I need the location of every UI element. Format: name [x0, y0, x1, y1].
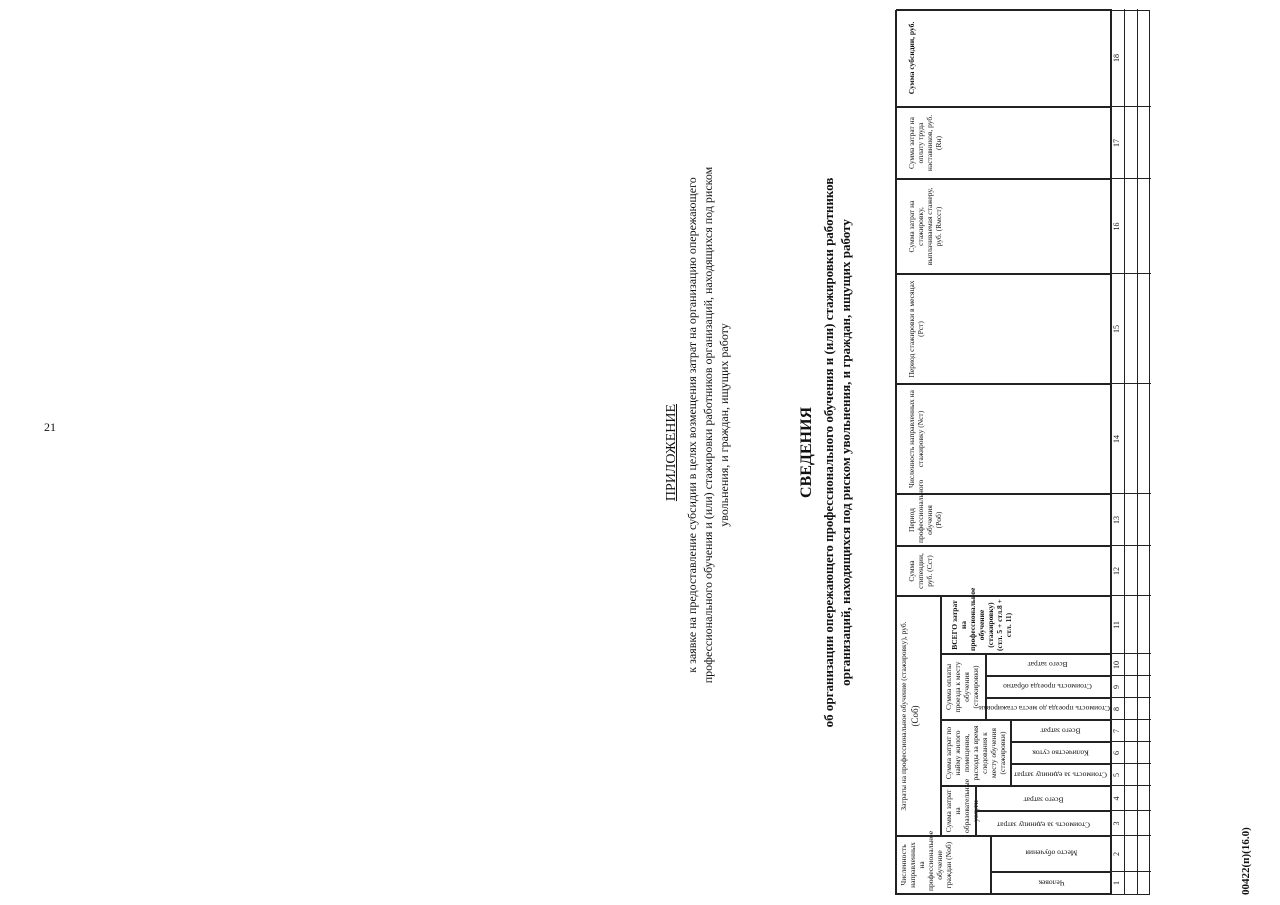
header-intern-period: Период стажировки в месяцах (Pст) [896, 274, 1111, 384]
col-divider [1111, 741, 1151, 742]
col-num: 8 [1112, 707, 1121, 711]
col-num: 5 [1112, 773, 1121, 777]
col-num: 2 [1112, 852, 1121, 856]
header-edu-unit-text: Стоимость за единицу затрат [997, 820, 1090, 830]
col-num: 17 [1112, 139, 1121, 147]
col-num: 16 [1112, 222, 1121, 231]
col-num: 10 [1112, 661, 1121, 669]
col-num: 12 [1112, 567, 1121, 575]
col-num: 13 [1112, 516, 1121, 524]
col-divider [1111, 273, 1151, 274]
col-num: 14 [1112, 435, 1121, 443]
header-training-period: Период профессионального обучения (Pоб) [896, 494, 1111, 546]
header-housing-days-text: Количество суток [1032, 748, 1089, 758]
header-costs-text: Затраты на профессиональное обучение (стажировку), руб. [899, 621, 908, 811]
header-housing-total [1011, 720, 1111, 742]
data-table [895, 10, 1150, 895]
col-num: 4 [1112, 796, 1121, 801]
header-mentor-pay: Сумма затрат на оплату труда наставников, руб. (Rн) [896, 107, 1111, 179]
col-num: 18 [1112, 54, 1121, 62]
header-total-costs: ВСЕГО затрат на профессиональное обучение (стажировку) (стл. 5 + стл.8 + стл. 11) [941, 596, 1111, 654]
col-divider [1111, 697, 1151, 698]
appendix-title: ПРИЛОЖЕНИЕ [664, 403, 679, 502]
header-nob-people [991, 872, 1111, 894]
appendix-caption: к заявке на предоставление субсидии в целях возмещения затрат на организацию опережающего профессионального обучения и (или) стажировки работников организаций, находящихся под риском увольнения, и граждан, ищущих работу [685, 166, 731, 684]
col-num: 3 [1112, 821, 1121, 826]
col-divider [1111, 785, 1151, 786]
col-num: 9 [1112, 685, 1121, 689]
header-costs-symbol: (Cоб) [910, 705, 920, 727]
col-divider [1111, 763, 1151, 764]
header-nob-place-text: Место обучения [1025, 848, 1078, 858]
header-housing-unit [1011, 764, 1111, 786]
number-row-bottom [1124, 9, 1125, 894]
header-edu-total-text: Всего затрат [1023, 795, 1064, 805]
col-divider [1111, 383, 1151, 384]
header-edu-unit [976, 811, 1111, 836]
form-code: 00422(п)(16.0) [1240, 827, 1252, 895]
col-divider [1111, 178, 1151, 179]
col-num: 6 [1112, 751, 1121, 755]
header-travel-back-text: Стоимость проезда обратно [1003, 682, 1092, 691]
header-travel-to [979, 698, 1111, 720]
col-num: 7 [1112, 729, 1121, 733]
header-housing-total-text: Всего затрат [1040, 726, 1081, 736]
header-nob-place [991, 836, 1111, 872]
header-nob: Численность направленных на профессиональное обучение граждан (Nоб) [896, 836, 991, 894]
col-divider [1111, 835, 1151, 836]
header-travel-back [986, 676, 1111, 698]
page-number: 21 [44, 420, 56, 434]
header-edu-total [976, 786, 1111, 811]
header-subsidy: Сумма субсидии, руб. [896, 9, 1111, 107]
header-housing: Сумма затрат по найму жилого помещения, расходы за время следования к месту обучения (стажировки) [941, 720, 1011, 786]
rotated-sheet [640, 0, 1280, 905]
col-num: 15 [1112, 325, 1121, 333]
header-housing-unit-text: Стоимость за единицу затрат [1014, 770, 1107, 780]
col-divider [1111, 675, 1151, 676]
header-intern-pay: Сумма затрат на стажировку, выплачиваемая стажеру, руб. (Rмсст) [896, 179, 1111, 274]
header-housing-days [1011, 742, 1111, 764]
col-divider [1111, 493, 1151, 494]
col-divider [1111, 653, 1151, 654]
document-subtitle: об организации опережающего профессионального обучения и (или) стажировки работников организаций, находящихся под риском увольнения, и граждан, ищущих работу [821, 177, 853, 728]
header-costs [896, 596, 941, 836]
col-divider [1111, 545, 1151, 546]
header-edu: Сумма затрат на образовательные услуги [941, 786, 976, 836]
header-travel-total [986, 654, 1111, 676]
header-travel-total-text: Всего затрат [1027, 660, 1068, 669]
header-travel: Сумма оплаты проезда к месту обучения (стажировки) [941, 654, 986, 720]
header-nob-people-text: Человек [1038, 878, 1065, 888]
col-num: 1 [1112, 881, 1121, 885]
header-travel-to-text: Стоимость проезда до места стажировки [979, 704, 1110, 713]
data-row-line [1137, 9, 1138, 894]
header-intern-count: Численность направленных на стажировку (Nст) [896, 384, 1111, 494]
col-divider [1111, 595, 1151, 596]
col-divider [1111, 106, 1151, 107]
col-divider [1111, 719, 1151, 720]
col-num: 11 [1112, 621, 1121, 629]
header-stipend: Сумма стипендии, руб. (Cст) [896, 546, 1111, 596]
document-title: СВЕДЕНИЯ [798, 406, 815, 499]
col-divider [1111, 871, 1151, 872]
col-divider [1111, 810, 1151, 811]
